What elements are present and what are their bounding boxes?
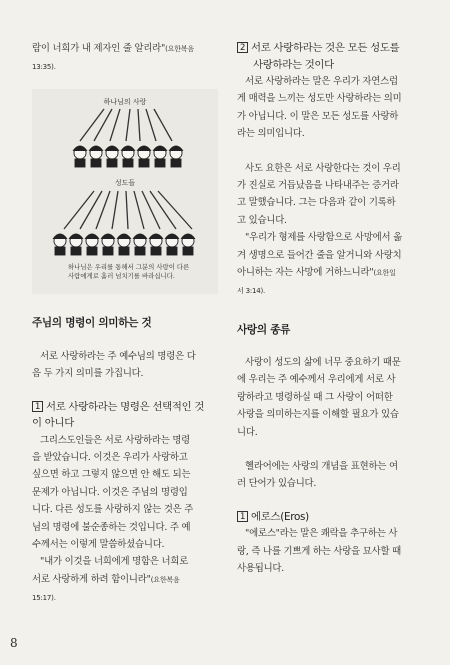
- text-line: 싶으면 하고 그렇지 않으면 안 해도 되는: [32, 469, 191, 481]
- text-line: 게 매력을 느끼는 성도만 사랑하라는 의미: [237, 93, 402, 105]
- illustration-caption-line: 사람에게로 흘러 넘치기를 바라십니다.: [68, 271, 175, 280]
- text-line: 음 두 가지 의미를 가집니다.: [32, 368, 144, 380]
- quote-text: 겨 생명으로 들어간 줄을 알거니와 사랑치: [237, 249, 402, 261]
- face-icon: [117, 234, 131, 255]
- face-icon: [89, 146, 103, 167]
- face-icon: [169, 146, 183, 167]
- paragraph-command-meaning: [32, 348, 218, 383]
- section-heading-command: 주님의 명령이 의미하는 것: [32, 316, 152, 329]
- paragraph-greek-words: [237, 458, 426, 493]
- intro-reference-cont: 13:35).: [32, 63, 56, 72]
- subheading-not-optional: [32, 399, 218, 432]
- face-icon: [105, 146, 119, 167]
- love-rays-top: [80, 109, 172, 141]
- quote-text: 서로 사랑하게 하려 함이니라": [32, 573, 151, 585]
- text-line: "에로스"라는 말은 쾌락을 추구하는 사: [245, 528, 398, 540]
- subheading-number: 1: [32, 401, 43, 412]
- text-line: 서로 사랑하라는 말은 우리가 자연스럽: [245, 76, 398, 87]
- subheading-eros: [237, 509, 426, 526]
- text-line: 랑하라고 명령하실 때 그 사랑이 어떠한: [237, 391, 393, 403]
- face-icon: [85, 234, 99, 255]
- text-line: 랑, 즉 나를 기쁘게 하는 사랑을 묘사할 때: [237, 545, 401, 557]
- scripture-quote-1john3: [237, 229, 426, 301]
- text-line: 사도 요한은 서로 사랑한다는 것이 우리: [245, 162, 401, 174]
- quote-reference: (요한복음: [150, 575, 180, 584]
- others-row: [53, 234, 195, 255]
- believers-row: [73, 146, 183, 167]
- face-icon: [165, 234, 179, 255]
- text-line: 그리스도인들은 서로 사랑하라는 명령: [40, 434, 191, 446]
- quote-text: "우리가 형제를 사랑함으로 사망에서 옮: [245, 232, 402, 244]
- paragraph-kinds-of-love: [237, 354, 426, 441]
- face-icon: [121, 146, 135, 167]
- face-icon: [137, 146, 151, 167]
- illustration-caption-top: 하나님의 사랑: [103, 97, 147, 106]
- left-column: [32, 44, 218, 608]
- paragraph-all-believers: [237, 73, 426, 143]
- text-line: 가 진실로 거듭났음을 나타내주는 증거라: [237, 180, 399, 192]
- illustration-caption-mid: 성도들: [114, 178, 136, 187]
- face-icon: [133, 234, 147, 255]
- face-icon: [53, 234, 67, 255]
- face-icon: [153, 146, 167, 167]
- face-icon: [101, 234, 115, 255]
- text-line: 문제가 아닙니다. 이것은 주님의 명령입: [32, 486, 188, 498]
- text-line: 헬라어에는 사랑의 개념을 표현하는 여: [245, 460, 398, 472]
- quote-reference-cont: 서 3:14).: [237, 287, 266, 296]
- scripture-quote-john15: [32, 553, 218, 607]
- paragraph-eros: [237, 525, 426, 577]
- text-line: 수께서는 이렇게 말씀하셨습니다.: [32, 539, 165, 551]
- subheading-text: 서로 사랑하라는 명령은 선택적인 것: [46, 400, 205, 413]
- love-flow-illustration: [32, 89, 218, 294]
- subheading-number: 1: [237, 511, 248, 522]
- love-rays-bottom: [64, 191, 192, 229]
- face-icon: [181, 234, 195, 255]
- illustration-caption-line: 하나님은 우리를 통해서 그분의 사랑이 다른: [68, 262, 190, 271]
- text-line: 가 아닙니다. 이 말은 모든 성도를 사랑하: [237, 110, 399, 122]
- text-line: 을 받았습니다. 이것은 우리가 사랑하고: [32, 452, 188, 464]
- text-line: 고 말했습니다. 그는 다음과 같이 기록하: [237, 197, 396, 209]
- text-line: 서로 사랑하라는 주 예수님의 명령은 다: [40, 350, 196, 362]
- paragraph-apostle-john: [237, 160, 426, 230]
- paragraph-command: [32, 432, 218, 554]
- face-icon: [69, 234, 83, 255]
- quote-reference: (요한일: [373, 269, 396, 278]
- page-number: 8: [10, 636, 18, 650]
- text-line: 라는 의미입니다.: [237, 128, 305, 140]
- quote-text: "내가 이것을 너희에게 명함은 너희로: [40, 556, 189, 568]
- text-line: 니다. 다른 성도를 사랑하지 않는 것은 주: [32, 504, 194, 516]
- text-line: 사용됩니다.: [237, 563, 285, 575]
- quote-reference-cont: 15:17).: [32, 594, 56, 603]
- text-line: 님의 명령에 불순종하는 것입니다. 주 예: [32, 521, 191, 533]
- section-heading-kinds-of-love: 사랑의 종류: [237, 323, 291, 336]
- text-line: 니다.: [237, 426, 258, 438]
- subheading-text: 이 아니다: [32, 417, 74, 430]
- face-icon: [149, 234, 163, 255]
- intro-quote: [32, 40, 218, 77]
- subheading-text: 서로 사랑하라는 것은 모든 성도를: [251, 42, 400, 54]
- subheading-number: 2: [237, 42, 248, 53]
- intro-reference: (요한복음: [165, 45, 194, 53]
- text-line: 사랑이 성도의 삶에 너무 중요하기 때문: [245, 356, 401, 368]
- face-icon: [73, 146, 87, 167]
- quote-text: 아니하는 자는 사망에 거하느니라": [237, 267, 374, 279]
- intro-quote-text: 람이 너희가 내 제자인 줄 알리라": [32, 43, 166, 54]
- text-line: 러 단어가 있습니다.: [237, 478, 317, 490]
- subheading-text: 에로스(Eros): [251, 510, 309, 523]
- subheading-text: 사랑하라는 것이다: [253, 58, 334, 71]
- text-line: 고 있습니다.: [237, 214, 287, 226]
- text-line: 에 우리는 주 예수께서 우리에게 서로 사: [237, 374, 396, 386]
- subheading-all-believers: [237, 40, 426, 73]
- right-column: [237, 44, 426, 577]
- illustration-caption-bottom: [68, 263, 218, 281]
- text-line: 사랑을 의미하는지를 이해할 필요가 있습: [237, 409, 399, 421]
